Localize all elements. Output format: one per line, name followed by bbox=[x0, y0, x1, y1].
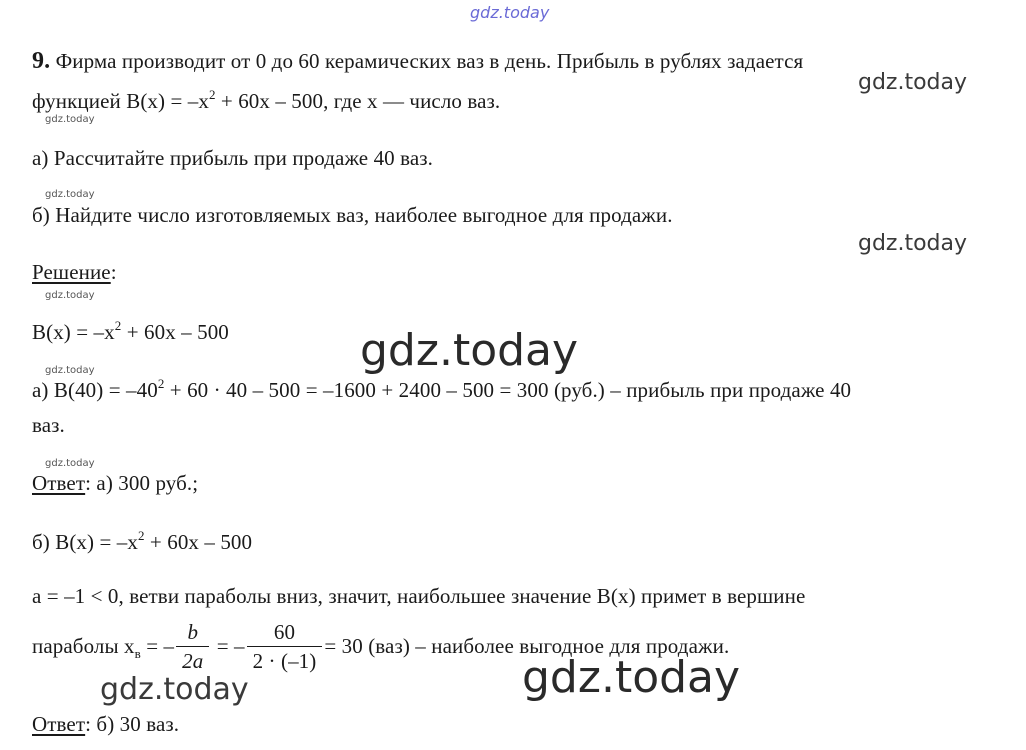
watermark-small: gdz.today bbox=[45, 365, 95, 376]
problem-line-2 bbox=[32, 88, 500, 114]
solution-label: Решение bbox=[32, 260, 111, 284]
watermark-medium: gdz.today bbox=[100, 672, 249, 707]
b-line2-result: = 30 (ваз) – наиболее выгодное для продажи. bbox=[324, 634, 730, 658]
func-text-a: B(x) = –x bbox=[32, 320, 115, 344]
b-func-text-a: б) B(x) = –x bbox=[32, 530, 138, 554]
exponent: 2 bbox=[208, 87, 216, 102]
colon: : bbox=[110, 260, 117, 284]
fraction-denominator: 2 · (–1) bbox=[252, 648, 317, 673]
problem-number: 9. bbox=[32, 48, 51, 74]
equals-minus: = – bbox=[211, 634, 245, 658]
answer-b bbox=[32, 711, 179, 737]
fraction-denominator: 2a bbox=[182, 648, 204, 673]
func-text-b: + 60x – 500 bbox=[121, 320, 229, 344]
problem-part-b: б) Найдите число изготовляемых ваз, наиболее выгодное для продажи. bbox=[32, 203, 673, 227]
exponent: 2 bbox=[157, 376, 165, 391]
subscript: в bbox=[134, 646, 141, 661]
watermark-small: gdz.today bbox=[45, 290, 95, 301]
watermark: gdz.today bbox=[858, 231, 968, 256]
problem-part-a: а) Рассчитайте прибыль при продаже 40 ваз. bbox=[32, 146, 434, 170]
answer-a-text: : а) 300 руб.; bbox=[85, 471, 199, 495]
fraction-b-2a bbox=[176, 620, 209, 673]
problem-text-1: Фирма производит от 0 до 60 керамических ваз в день. Прибыль в рублях задается bbox=[55, 49, 804, 73]
watermark-large: gdz.today bbox=[522, 652, 741, 703]
solution-heading bbox=[32, 259, 117, 285]
watermark: gdz.today bbox=[858, 70, 968, 95]
fraction-60 bbox=[247, 620, 323, 673]
a-text-b: + 60 · 40 – 500 = –1600 + 2400 – 500 = 300 (руб.) – прибыль при продаже 40 bbox=[164, 378, 852, 402]
problem-text-2a: функцией B(x) = –x bbox=[32, 89, 209, 113]
problem-text-2b: + 60x – 500, где x — число ваз. bbox=[215, 89, 501, 113]
watermark-small: gdz.today bbox=[45, 189, 95, 200]
solution-b-line-1: a = –1 < 0, ветви параболы вниз, значит, наибольшее значение B(x) примет в вершине bbox=[32, 584, 806, 608]
exponent: 2 bbox=[114, 318, 122, 333]
answer-label: Ответ bbox=[32, 471, 86, 495]
problem-line-1 bbox=[32, 48, 803, 74]
a-text-a: а) B(40) = –40 bbox=[32, 378, 158, 402]
solution-function bbox=[32, 319, 229, 345]
fraction-numerator: b bbox=[176, 620, 209, 647]
watermark-large: gdz.today bbox=[360, 325, 579, 376]
watermark-top: gdz.today bbox=[470, 3, 550, 22]
solution-a-line-2: ваз. bbox=[32, 413, 65, 437]
answer-a bbox=[32, 470, 198, 496]
watermark-small: gdz.today bbox=[45, 458, 95, 469]
answer-b-text: : б) 30 ваз. bbox=[85, 712, 180, 736]
fraction-numerator: 60 bbox=[247, 620, 323, 647]
solution-a-line-1 bbox=[32, 377, 851, 403]
equals-minus: = – bbox=[140, 634, 175, 658]
exponent: 2 bbox=[137, 528, 145, 543]
solution-b-function bbox=[32, 529, 252, 555]
answer-label: Ответ bbox=[32, 712, 86, 736]
b-line2-text: параболы x bbox=[32, 634, 135, 658]
watermark-small: gdz.today bbox=[45, 114, 95, 125]
b-func-text-b: + 60x – 500 bbox=[144, 530, 253, 554]
